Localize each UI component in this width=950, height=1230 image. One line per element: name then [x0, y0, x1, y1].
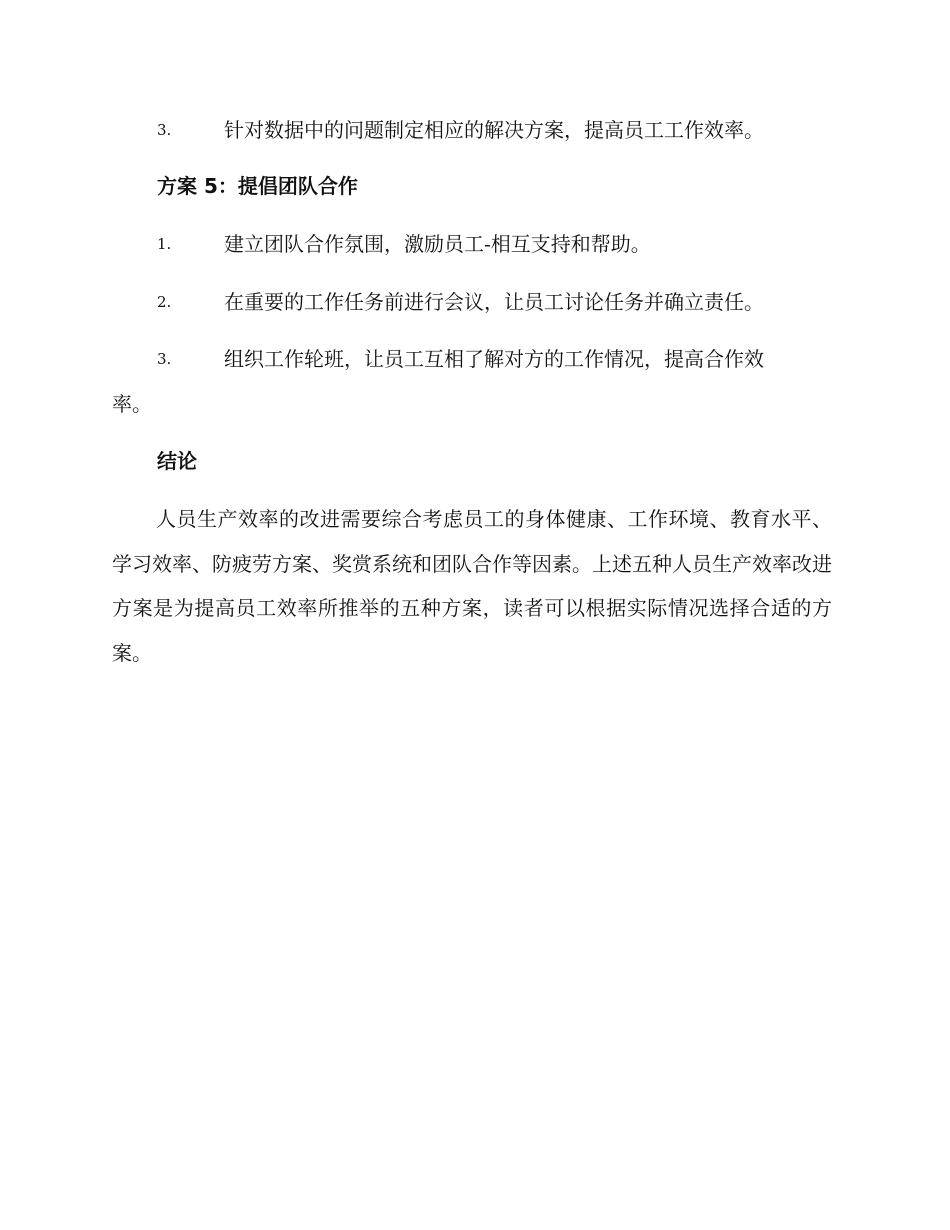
list-number: 1.: [157, 235, 172, 253]
section-heading: 方案 5：提倡团队合作: [157, 174, 358, 198]
list-item-text: 在重要的工作任务前进行会议，让员工讨论任务并确立责任。: [224, 290, 764, 314]
list-number: 2.: [157, 293, 172, 311]
list-item-text-continued: 率。: [112, 392, 152, 416]
list-item-text: 建立团队合作氛围，激励员工-相互支持和帮助。: [224, 232, 651, 256]
list-number: 3.: [157, 121, 172, 139]
list-item-text: 组织工作轮班，让员工互相了解对方的工作情况，提高合作效: [224, 347, 764, 371]
list-number: 3.: [157, 350, 172, 368]
conclusion-heading: 结论: [157, 449, 197, 473]
conclusion-paragraph: 人员生产效率的改进需要综合考虑员工的身体健康、工作环境、教育水平、学习效率、防疲劳方案、奖赏系统和团队合作等因素。上述五种人员生产效率改进方案是为提高员工效率所推举的五种方案，读者可以根据实际情况选择合适的方案。: [112, 507, 832, 665]
list-item-text: 针对数据中的问题制定相应的解决方案，提高员工工作效率。: [224, 118, 764, 142]
